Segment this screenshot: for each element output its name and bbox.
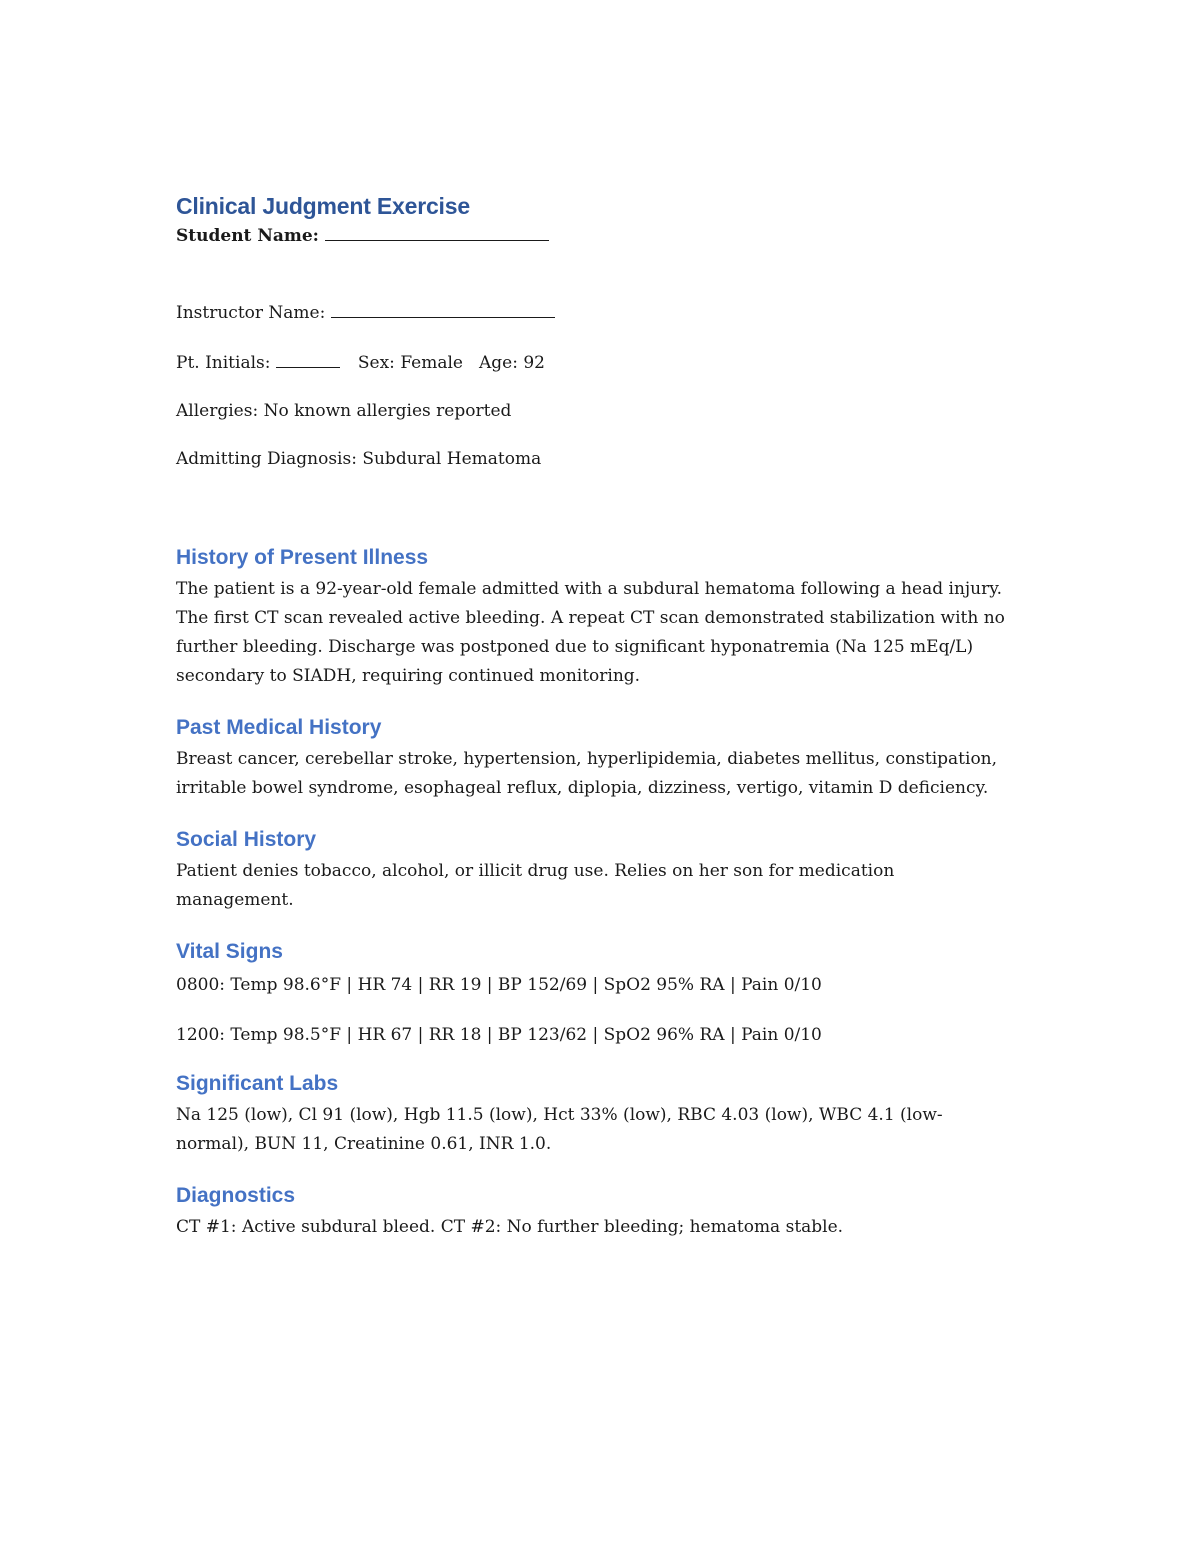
patient-age: Age: 92 (479, 353, 545, 373)
labs-section (176, 1069, 1006, 1159)
document-page (176, 190, 1006, 1242)
document-title: Clinical Judgment Exercise (176, 193, 470, 219)
hpi-heading: History of Present Illness (176, 546, 429, 569)
patient-initials-label: Pt. Initials: (176, 353, 271, 373)
instructor-name-label: Instructor Name: (176, 303, 326, 323)
vital-signs-heading: Vital Signs (176, 940, 283, 963)
labs-text: Na 125 (low), Cl 91 (low), Hgb 11.5 (low), Hct 33% (low), RBC 4.03 (low), WBC 4.1 (low-normal), BUN 11, Creatinine 0.61, INR 1.0. (176, 1105, 943, 1154)
vital-signs-row-1200: 1200: Temp 98.5°F | HR 67 | RR 18 | BP 123/62 | SpO2 96% RA | Pain 0/10 (176, 1025, 822, 1045)
social-history-heading: Social History (176, 828, 317, 851)
student-name-blank[interactable] (325, 224, 549, 241)
student-name-line (176, 224, 1006, 248)
hpi-section (176, 543, 1006, 691)
diagnostics-text: CT #1: Active subdural bleed. CT #2: No further bleeding; hematoma stable. (176, 1217, 844, 1237)
vital-signs-section (176, 937, 1006, 1047)
social-history-section (176, 825, 1006, 915)
patient-demographics-line (176, 351, 1006, 375)
patient-initials-blank[interactable] (276, 351, 340, 368)
hpi-text: The patient is a 92-year-old female admitted with a subdural hematoma following a head injury. The first CT scan revealed active bleeding. A repeat CT scan demonstrated stabilization with no further bleeding. Discharge was postponed due to significant hyponatremia (Na 125 mEq/L) secondary to SIADH, requiring continued monitoring. (176, 579, 1005, 686)
patient-sex: Sex: Female (357, 353, 463, 373)
pmh-section (176, 713, 1006, 803)
vital-signs-row-0800: 0800: Temp 98.6°F | HR 74 | RR 19 | BP 152/69 | SpO2 95% RA | Pain 0/10 (176, 975, 822, 995)
diagnostics-section (176, 1181, 1006, 1242)
allergies-line: Allergies: No known allergies reported (176, 401, 512, 421)
instructor-name-blank[interactable] (331, 301, 555, 318)
diagnostics-heading: Diagnostics (176, 1184, 296, 1207)
student-name-label: Student Name: (176, 226, 319, 246)
labs-heading: Significant Labs (176, 1072, 339, 1095)
social-history-text: Patient denies tobacco, alcohol, or illicit drug use. Relies on her son for medication management. (176, 861, 895, 910)
admitting-diagnosis-line: Admitting Diagnosis: Subdural Hematoma (176, 449, 542, 469)
pmh-text: Breast cancer, cerebellar stroke, hypertension, hyperlipidemia, diabetes mellitus, constipation, irritable bowel syndrome, esophageal reflux, diplopia, dizziness, vertigo, vitamin D deficiency. (176, 749, 998, 798)
instructor-name-line (176, 301, 1006, 325)
pmh-heading: Past Medical History (176, 716, 382, 739)
